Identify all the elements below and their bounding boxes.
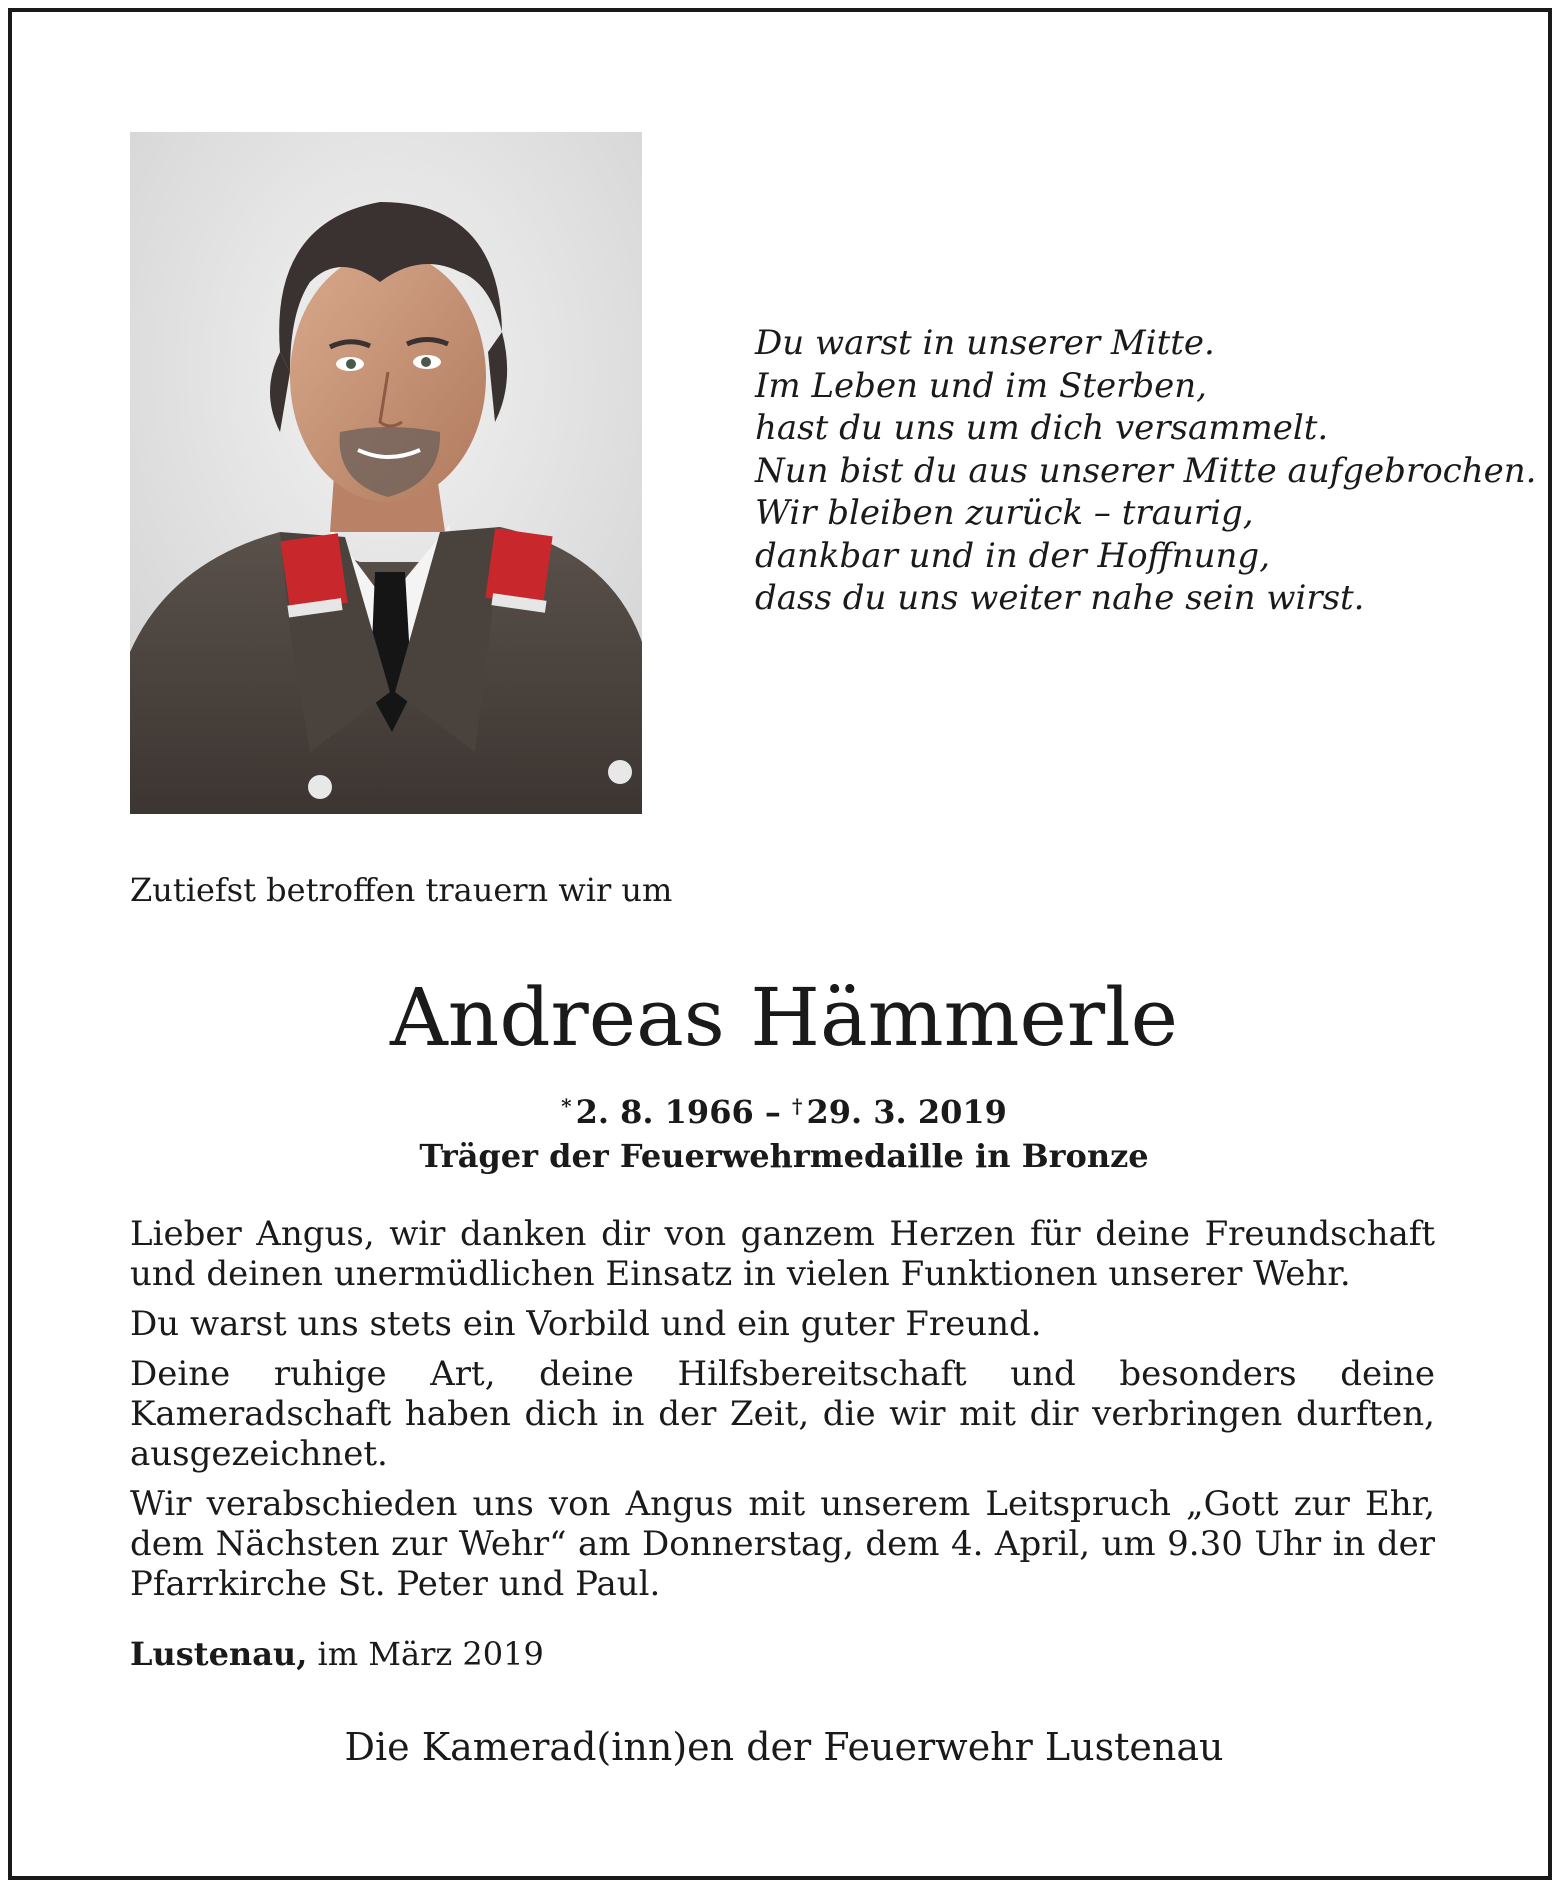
poem-line: Im Leben und im Sterben, [755, 365, 1207, 406]
poem-line: Wir bleiben zurück – traurig, [755, 493, 1254, 533]
message-paragraph: Du warst uns stets ein Vorbild und ein guter Freund. [130, 1304, 1042, 1344]
message-paragraph: Lieber Angus, wir danken dir von ganzem Herzen für deine Freundschaft und deinen unermüdlichen Einsatz in vielen Funktionen unserer Wehr. [130, 1214, 1435, 1294]
death-date: 29. 3. 2019 [806, 1093, 1007, 1131]
birth-date: 2. 8. 1966 [575, 1093, 754, 1131]
intro-text: Zutiefst betroffen trauern wir um [130, 871, 673, 909]
message-paragraph: Deine ruhige Art, deine Hilfsbereitschaft und besonders deine Kameradschaft haben dich in der Zeit, die wir mit dir verbringen durften, ausgezeichnet. [130, 1354, 1435, 1474]
signoff: Die Kamerad(inn)en der Feuerwehr Lustenau [344, 1725, 1224, 1769]
poem-line: dass du uns weiter nahe sein wirst. [755, 578, 1365, 618]
date-separator: – [753, 1093, 792, 1131]
poem-line: Nun bist du aus unserer Mitte aufgebrochen. [755, 450, 1537, 491]
death-symbol: † [792, 1094, 803, 1118]
poem-line: Du warst in unserer Mitte. [755, 323, 1215, 363]
birth-symbol: * [561, 1094, 572, 1118]
poem-line: dankbar und in der Hoffnung, [755, 535, 1270, 576]
poem-line: hast du uns um dich versammelt. [755, 408, 1329, 448]
memorial-poem [755, 322, 1535, 620]
message-paragraph: Wir verabschieden uns von Angus mit unserem Leitspruch „Gott zur Ehr, dem Nächsten zur Wehr“ am Donnerstag, dem 4. April, um 9.30 Uhr in der Pfarrkirche St. Peter und Paul. [130, 1484, 1435, 1604]
portrait-photo [130, 132, 642, 814]
place-date [130, 1634, 544, 1674]
place-month: im März 2019 [307, 1635, 544, 1673]
honor-line: Träger der Feuerwehrmedaille in Bronze [419, 1137, 1149, 1175]
message-body [130, 1214, 1435, 1614]
deceased-name: Andreas Hämmerle [390, 971, 1178, 1064]
place-city: Lustenau, [130, 1635, 308, 1673]
life-dates [0, 1092, 1568, 1132]
